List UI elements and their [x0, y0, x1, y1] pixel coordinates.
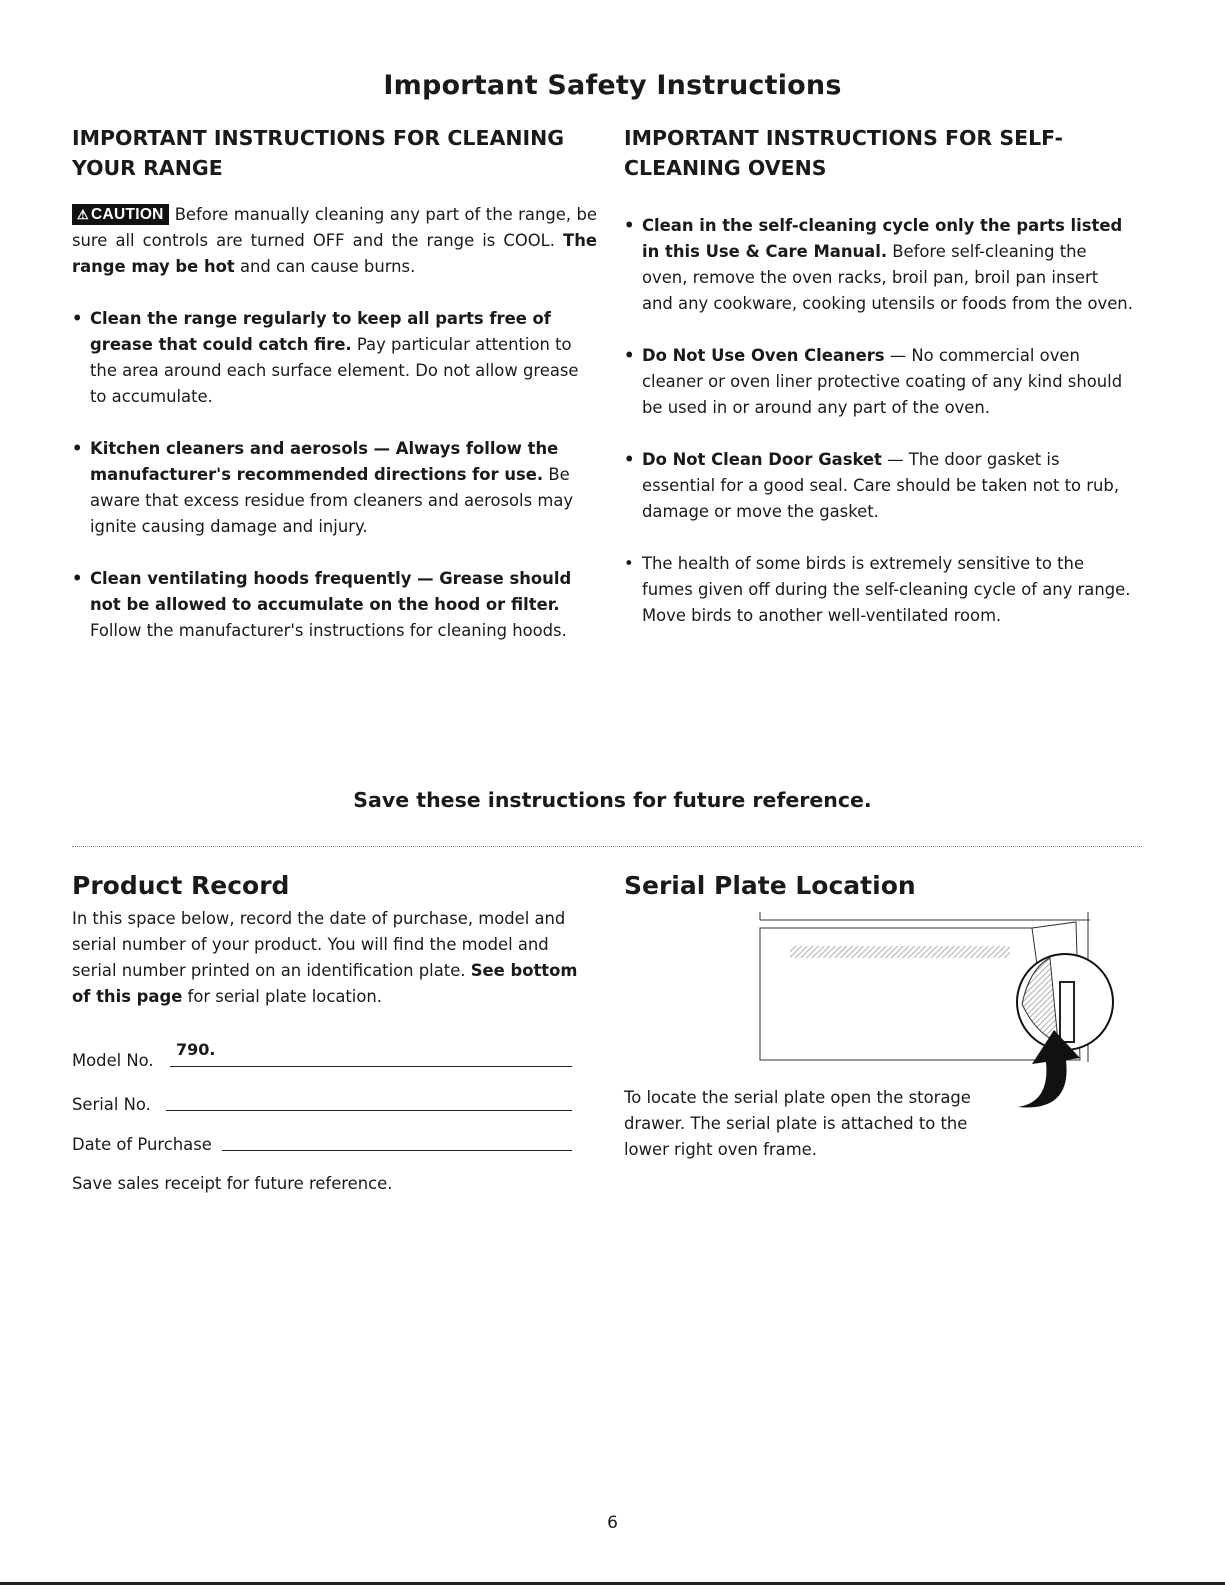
- bullet-text: Follow the manufacturer's instructions for cleaning hoods.: [90, 621, 567, 640]
- save-instructions-note: Save these instructions for future reference.: [353, 788, 872, 812]
- bullet-text: The health of some birds is extremely sensitive to the fumes given off during the self-cleaning cycle of any range. Move birds to another well-ventilated room.: [642, 554, 1131, 625]
- model-number-label: Model No.: [72, 1051, 154, 1070]
- bullet-bold: Kitchen cleaners and aerosols — Always follow the manufacturer's recommended directions for use.: [90, 439, 559, 484]
- product-record-heading: Product Record: [72, 871, 290, 900]
- bullet-text: — No commercial oven cleaner or oven liner protective coating of any kind should be used in or around any part of the oven.: [642, 346, 1123, 417]
- model-number-prefill: 790.: [176, 1040, 216, 1059]
- bullet-icon: •: [624, 450, 635, 469]
- caution-tail: and can cause burns.: [239, 257, 416, 276]
- self-cleaning-heading-line1: IMPORTANT INSTRUCTIONS FOR SELF-: [624, 126, 1064, 150]
- intro-text: In this space below, record the date of purchase, model and serial number of your product. You will find the model and serial number printed on an identification plate.: [72, 909, 566, 980]
- caution-bold: The range may be hot: [72, 231, 597, 276]
- cleaning-range-section: [72, 123, 597, 644]
- list-item: [72, 566, 605, 644]
- list-item: [624, 447, 1134, 525]
- bullet-icon: •: [72, 309, 83, 328]
- list-item: [624, 343, 1134, 421]
- section-divider: [72, 846, 1142, 847]
- intro-bold: See bottom of this page: [72, 961, 578, 1006]
- serial-plate-diagram: [750, 912, 1120, 1112]
- bullet-bold: Do Not Use Oven Cleaners: [642, 346, 885, 365]
- bullet-icon: •: [624, 554, 634, 573]
- page-number: 6: [607, 1513, 618, 1533]
- self-cleaning-heading-line2: CLEANING OVENS: [624, 156, 827, 180]
- page-title: Important Safety Instructions: [383, 70, 842, 101]
- cleaning-range-heading-line2: YOUR RANGE: [72, 156, 223, 180]
- bullet-icon: •: [624, 346, 635, 365]
- product-record-section: [72, 871, 587, 1010]
- caution-paragraph: [72, 202, 597, 280]
- bullet-text: — The door gasket is essential for a good seal. Care should be taken not to rub, damage or move the gasket.: [642, 450, 1120, 521]
- purchase-date-field[interactable]: [222, 1150, 572, 1151]
- warning-triangle-icon: ⚠: [77, 207, 89, 222]
- cleaning-range-heading: [72, 123, 597, 183]
- serial-plate: [1060, 982, 1074, 1042]
- bullet-bold: Clean the range regularly to keep all parts free of grease that could catch fire.: [90, 309, 551, 354]
- list-item: [72, 436, 590, 540]
- self-cleaning-heading: [624, 123, 1134, 183]
- bullet-icon: •: [72, 569, 83, 588]
- bullet-text: Be aware that excess residue from cleaners and aerosols may ignite causing damage and injury.: [90, 465, 574, 536]
- bullet-text: Pay particular attention to the area around each surface element. Do not allow grease to accumulate.: [90, 335, 579, 406]
- bullet-text: Before self-cleaning the oven, remove the oven racks, broil pan, broil pan insert and any cookware, cooking utensils or foods from the oven.: [642, 242, 1133, 313]
- self-cleaning-section: [624, 123, 1134, 629]
- list-item: [72, 306, 590, 410]
- caution-badge-label: CAUTION: [90, 206, 164, 223]
- model-number-field[interactable]: [170, 1066, 572, 1067]
- serial-plate-heading: Serial Plate Location: [624, 871, 916, 900]
- bullet-icon: •: [72, 439, 83, 458]
- model-number-row: [72, 1040, 572, 1070]
- serial-number-field[interactable]: [166, 1110, 572, 1111]
- cleaning-range-heading-line1: IMPORTANT INSTRUCTIONS FOR CLEANING: [72, 126, 565, 150]
- serial-number-label: Serial No.: [72, 1095, 151, 1114]
- bullet-bold: Clean in the self-cleaning cycle only the parts listed in this Use & Care Manual.: [642, 216, 1123, 261]
- serial-number-row: [72, 1090, 572, 1114]
- bullet-bold: Clean ventilating hoods frequently — Grease should not be allowed to accumulate on the hood or filter.: [90, 569, 572, 614]
- bullet-bold: Do Not Clean Door Gasket: [642, 450, 882, 469]
- bullet-icon: •: [624, 216, 635, 235]
- list-item: [624, 551, 1134, 629]
- product-record-intro: [72, 906, 587, 1010]
- caution-badge: [72, 204, 169, 225]
- drawer-handle: [790, 946, 1010, 958]
- list-item: [624, 213, 1134, 317]
- purchase-date-row: [72, 1130, 572, 1154]
- receipt-note: Save sales receipt for future reference.: [72, 1174, 393, 1193]
- purchase-date-label: Date of Purchase: [72, 1135, 212, 1154]
- caution-text: Before manually cleaning any part of the range, be sure all controls are turned OFF and the range is COOL.: [72, 205, 597, 250]
- serial-plate-caption: To locate the serial plate open the storage drawer. The serial plate is attached to the lower right oven frame.: [624, 1088, 971, 1159]
- intro-tail: for serial plate location.: [187, 987, 382, 1006]
